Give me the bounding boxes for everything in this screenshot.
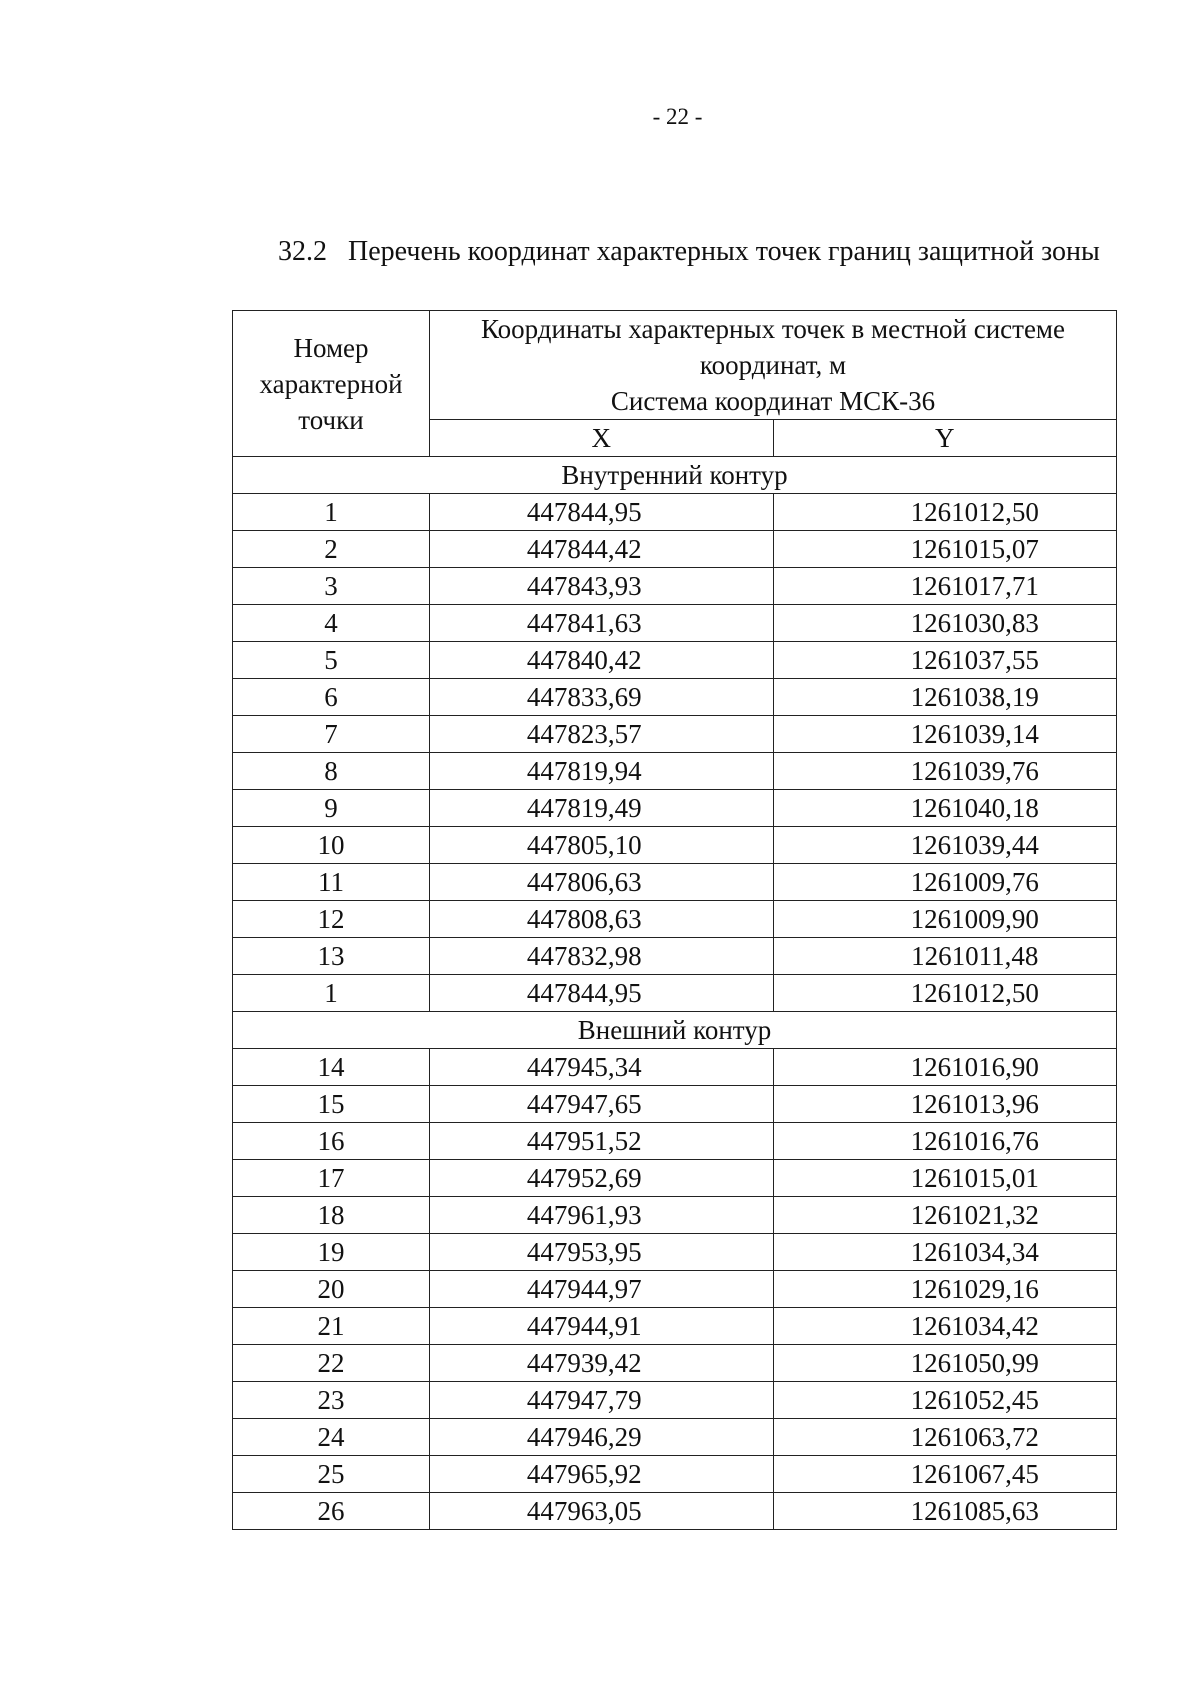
point-number-cell: 10 bbox=[233, 827, 430, 864]
table-row bbox=[233, 568, 1117, 605]
x-coordinate-cell: 447965,92 bbox=[430, 1456, 774, 1493]
y-coordinate-cell: 1261040,18 bbox=[773, 790, 1117, 827]
y-coordinate-cell: 1261030,83 bbox=[773, 605, 1117, 642]
x-coordinate-cell: 447819,94 bbox=[430, 753, 774, 790]
point-number-cell: 11 bbox=[233, 864, 430, 901]
x-coordinate-cell: 447844,95 bbox=[430, 494, 774, 531]
coordinates-header: Координаты характерных точек в местной системе координат, м Система координат МСК-36 bbox=[430, 311, 1117, 420]
table-row bbox=[233, 1160, 1117, 1197]
section-row bbox=[233, 1012, 1117, 1049]
point-number-header: Номер характерной точки bbox=[233, 311, 430, 457]
table-header bbox=[233, 311, 1117, 457]
table-row bbox=[233, 1419, 1117, 1456]
table-row bbox=[233, 1345, 1117, 1382]
point-number-cell: 23 bbox=[233, 1382, 430, 1419]
point-number-cell: 8 bbox=[233, 753, 430, 790]
table-row bbox=[233, 1086, 1117, 1123]
x-coordinate-cell: 447808,63 bbox=[430, 901, 774, 938]
point-number-cell: 21 bbox=[233, 1308, 430, 1345]
y-coordinate-cell: 1261021,32 bbox=[773, 1197, 1117, 1234]
x-coordinate-cell: 447823,57 bbox=[430, 716, 774, 753]
point-number-cell: 13 bbox=[233, 938, 430, 975]
y-coordinate-cell: 1261015,07 bbox=[773, 531, 1117, 568]
y-coordinate-cell: 1261016,90 bbox=[773, 1049, 1117, 1086]
table-row bbox=[233, 975, 1117, 1012]
x-coordinate-cell: 447944,97 bbox=[430, 1271, 774, 1308]
x-coordinate-cell: 447946,29 bbox=[430, 1419, 774, 1456]
table-row bbox=[233, 864, 1117, 901]
point-number-cell: 17 bbox=[233, 1160, 430, 1197]
y-coordinate-cell: 1261067,45 bbox=[773, 1456, 1117, 1493]
point-number-cell: 1 bbox=[233, 975, 430, 1012]
x-coordinate-cell: 447945,34 bbox=[430, 1049, 774, 1086]
x-coordinate-cell: 447833,69 bbox=[430, 679, 774, 716]
x-coordinate-cell: 447947,79 bbox=[430, 1382, 774, 1419]
x-coordinate-cell: 447806,63 bbox=[430, 864, 774, 901]
y-coordinate-cell: 1261015,01 bbox=[773, 1160, 1117, 1197]
y-coordinate-cell: 1261039,76 bbox=[773, 753, 1117, 790]
section-number: 32.2 bbox=[278, 236, 327, 267]
y-coordinate-cell: 1261013,96 bbox=[773, 1086, 1117, 1123]
point-number-cell: 18 bbox=[233, 1197, 430, 1234]
table-row bbox=[233, 1197, 1117, 1234]
table-row bbox=[233, 679, 1117, 716]
x-coordinate-cell: 447841,63 bbox=[430, 605, 774, 642]
x-column-header: X bbox=[430, 420, 774, 457]
y-coordinate-cell: 1261037,55 bbox=[773, 642, 1117, 679]
point-number-cell: 1 bbox=[233, 494, 430, 531]
y-coordinate-cell: 1261011,48 bbox=[773, 938, 1117, 975]
coordinates-table bbox=[232, 310, 1117, 1530]
table-row bbox=[233, 1049, 1117, 1086]
y-coordinate-cell: 1261016,76 bbox=[773, 1123, 1117, 1160]
point-number-cell: 4 bbox=[233, 605, 430, 642]
x-coordinate-cell: 447961,93 bbox=[430, 1197, 774, 1234]
x-coordinate-cell: 447819,49 bbox=[430, 790, 774, 827]
table-row bbox=[233, 642, 1117, 679]
y-coordinate-cell: 1261038,19 bbox=[773, 679, 1117, 716]
y-coordinate-cell: 1261009,76 bbox=[773, 864, 1117, 901]
x-coordinate-cell: 447843,93 bbox=[430, 568, 774, 605]
x-coordinate-cell: 447947,65 bbox=[430, 1086, 774, 1123]
table-row bbox=[233, 605, 1117, 642]
section-title bbox=[278, 236, 1100, 268]
x-coordinate-cell: 447805,10 bbox=[430, 827, 774, 864]
point-number-cell: 25 bbox=[233, 1456, 430, 1493]
table-row bbox=[233, 1123, 1117, 1160]
y-coordinate-cell: 1261009,90 bbox=[773, 901, 1117, 938]
point-number-cell: 15 bbox=[233, 1086, 430, 1123]
x-coordinate-cell: 447953,95 bbox=[430, 1234, 774, 1271]
section-heading: Внешний контур bbox=[233, 1012, 1117, 1049]
y-coordinate-cell: 1261012,50 bbox=[773, 975, 1117, 1012]
x-coordinate-cell: 447844,95 bbox=[430, 975, 774, 1012]
table-row bbox=[233, 1382, 1117, 1419]
section-heading: Внутренний контур bbox=[233, 457, 1117, 494]
y-coordinate-cell: 1261039,14 bbox=[773, 716, 1117, 753]
x-coordinate-cell: 447963,05 bbox=[430, 1493, 774, 1530]
table-row bbox=[233, 1271, 1117, 1308]
point-number-cell: 16 bbox=[233, 1123, 430, 1160]
point-number-cell: 14 bbox=[233, 1049, 430, 1086]
x-coordinate-cell: 447951,52 bbox=[430, 1123, 774, 1160]
point-number-cell: 2 bbox=[233, 531, 430, 568]
point-number-cell: 24 bbox=[233, 1419, 430, 1456]
y-coordinate-cell: 1261085,63 bbox=[773, 1493, 1117, 1530]
x-coordinate-cell: 447939,42 bbox=[430, 1345, 774, 1382]
point-number-cell: 20 bbox=[233, 1271, 430, 1308]
table-row bbox=[233, 494, 1117, 531]
table-row bbox=[233, 938, 1117, 975]
point-number-cell: 22 bbox=[233, 1345, 430, 1382]
table-row bbox=[233, 531, 1117, 568]
y-coordinate-cell: 1261034,34 bbox=[773, 1234, 1117, 1271]
y-coordinate-cell: 1261063,72 bbox=[773, 1419, 1117, 1456]
table-row bbox=[233, 1234, 1117, 1271]
x-coordinate-cell: 447844,42 bbox=[430, 531, 774, 568]
x-coordinate-cell: 447952,69 bbox=[430, 1160, 774, 1197]
point-number-cell: 12 bbox=[233, 901, 430, 938]
table-row bbox=[233, 827, 1117, 864]
y-coordinate-cell: 1261017,71 bbox=[773, 568, 1117, 605]
y-coordinate-cell: 1261039,44 bbox=[773, 827, 1117, 864]
y-column-header: Y bbox=[773, 420, 1117, 457]
y-coordinate-cell: 1261034,42 bbox=[773, 1308, 1117, 1345]
y-coordinate-cell: 1261029,16 bbox=[773, 1271, 1117, 1308]
x-coordinate-cell: 447944,91 bbox=[430, 1308, 774, 1345]
y-coordinate-cell: 1261012,50 bbox=[773, 494, 1117, 531]
section-title-text: Перечень координат характерных точек границ защитной зоны bbox=[348, 236, 1100, 267]
table-row bbox=[233, 1493, 1117, 1530]
point-number-cell: 6 bbox=[233, 679, 430, 716]
table-row bbox=[233, 790, 1117, 827]
point-number-cell: 3 bbox=[233, 568, 430, 605]
table-row bbox=[233, 901, 1117, 938]
section-row bbox=[233, 457, 1117, 494]
table-row bbox=[233, 1456, 1117, 1493]
y-coordinate-cell: 1261052,45 bbox=[773, 1382, 1117, 1419]
table-row bbox=[233, 716, 1117, 753]
y-coordinate-cell: 1261050,99 bbox=[773, 1345, 1117, 1382]
table-body bbox=[233, 457, 1117, 1530]
point-number-cell: 5 bbox=[233, 642, 430, 679]
table-row bbox=[233, 753, 1117, 790]
x-coordinate-cell: 447832,98 bbox=[430, 938, 774, 975]
point-number-cell: 9 bbox=[233, 790, 430, 827]
point-number-cell: 26 bbox=[233, 1493, 430, 1530]
table-row bbox=[233, 1308, 1117, 1345]
x-coordinate-cell: 447840,42 bbox=[430, 642, 774, 679]
point-number-cell: 7 bbox=[233, 716, 430, 753]
point-number-cell: 19 bbox=[233, 1234, 430, 1271]
page-number: - 22 - bbox=[652, 104, 703, 129]
